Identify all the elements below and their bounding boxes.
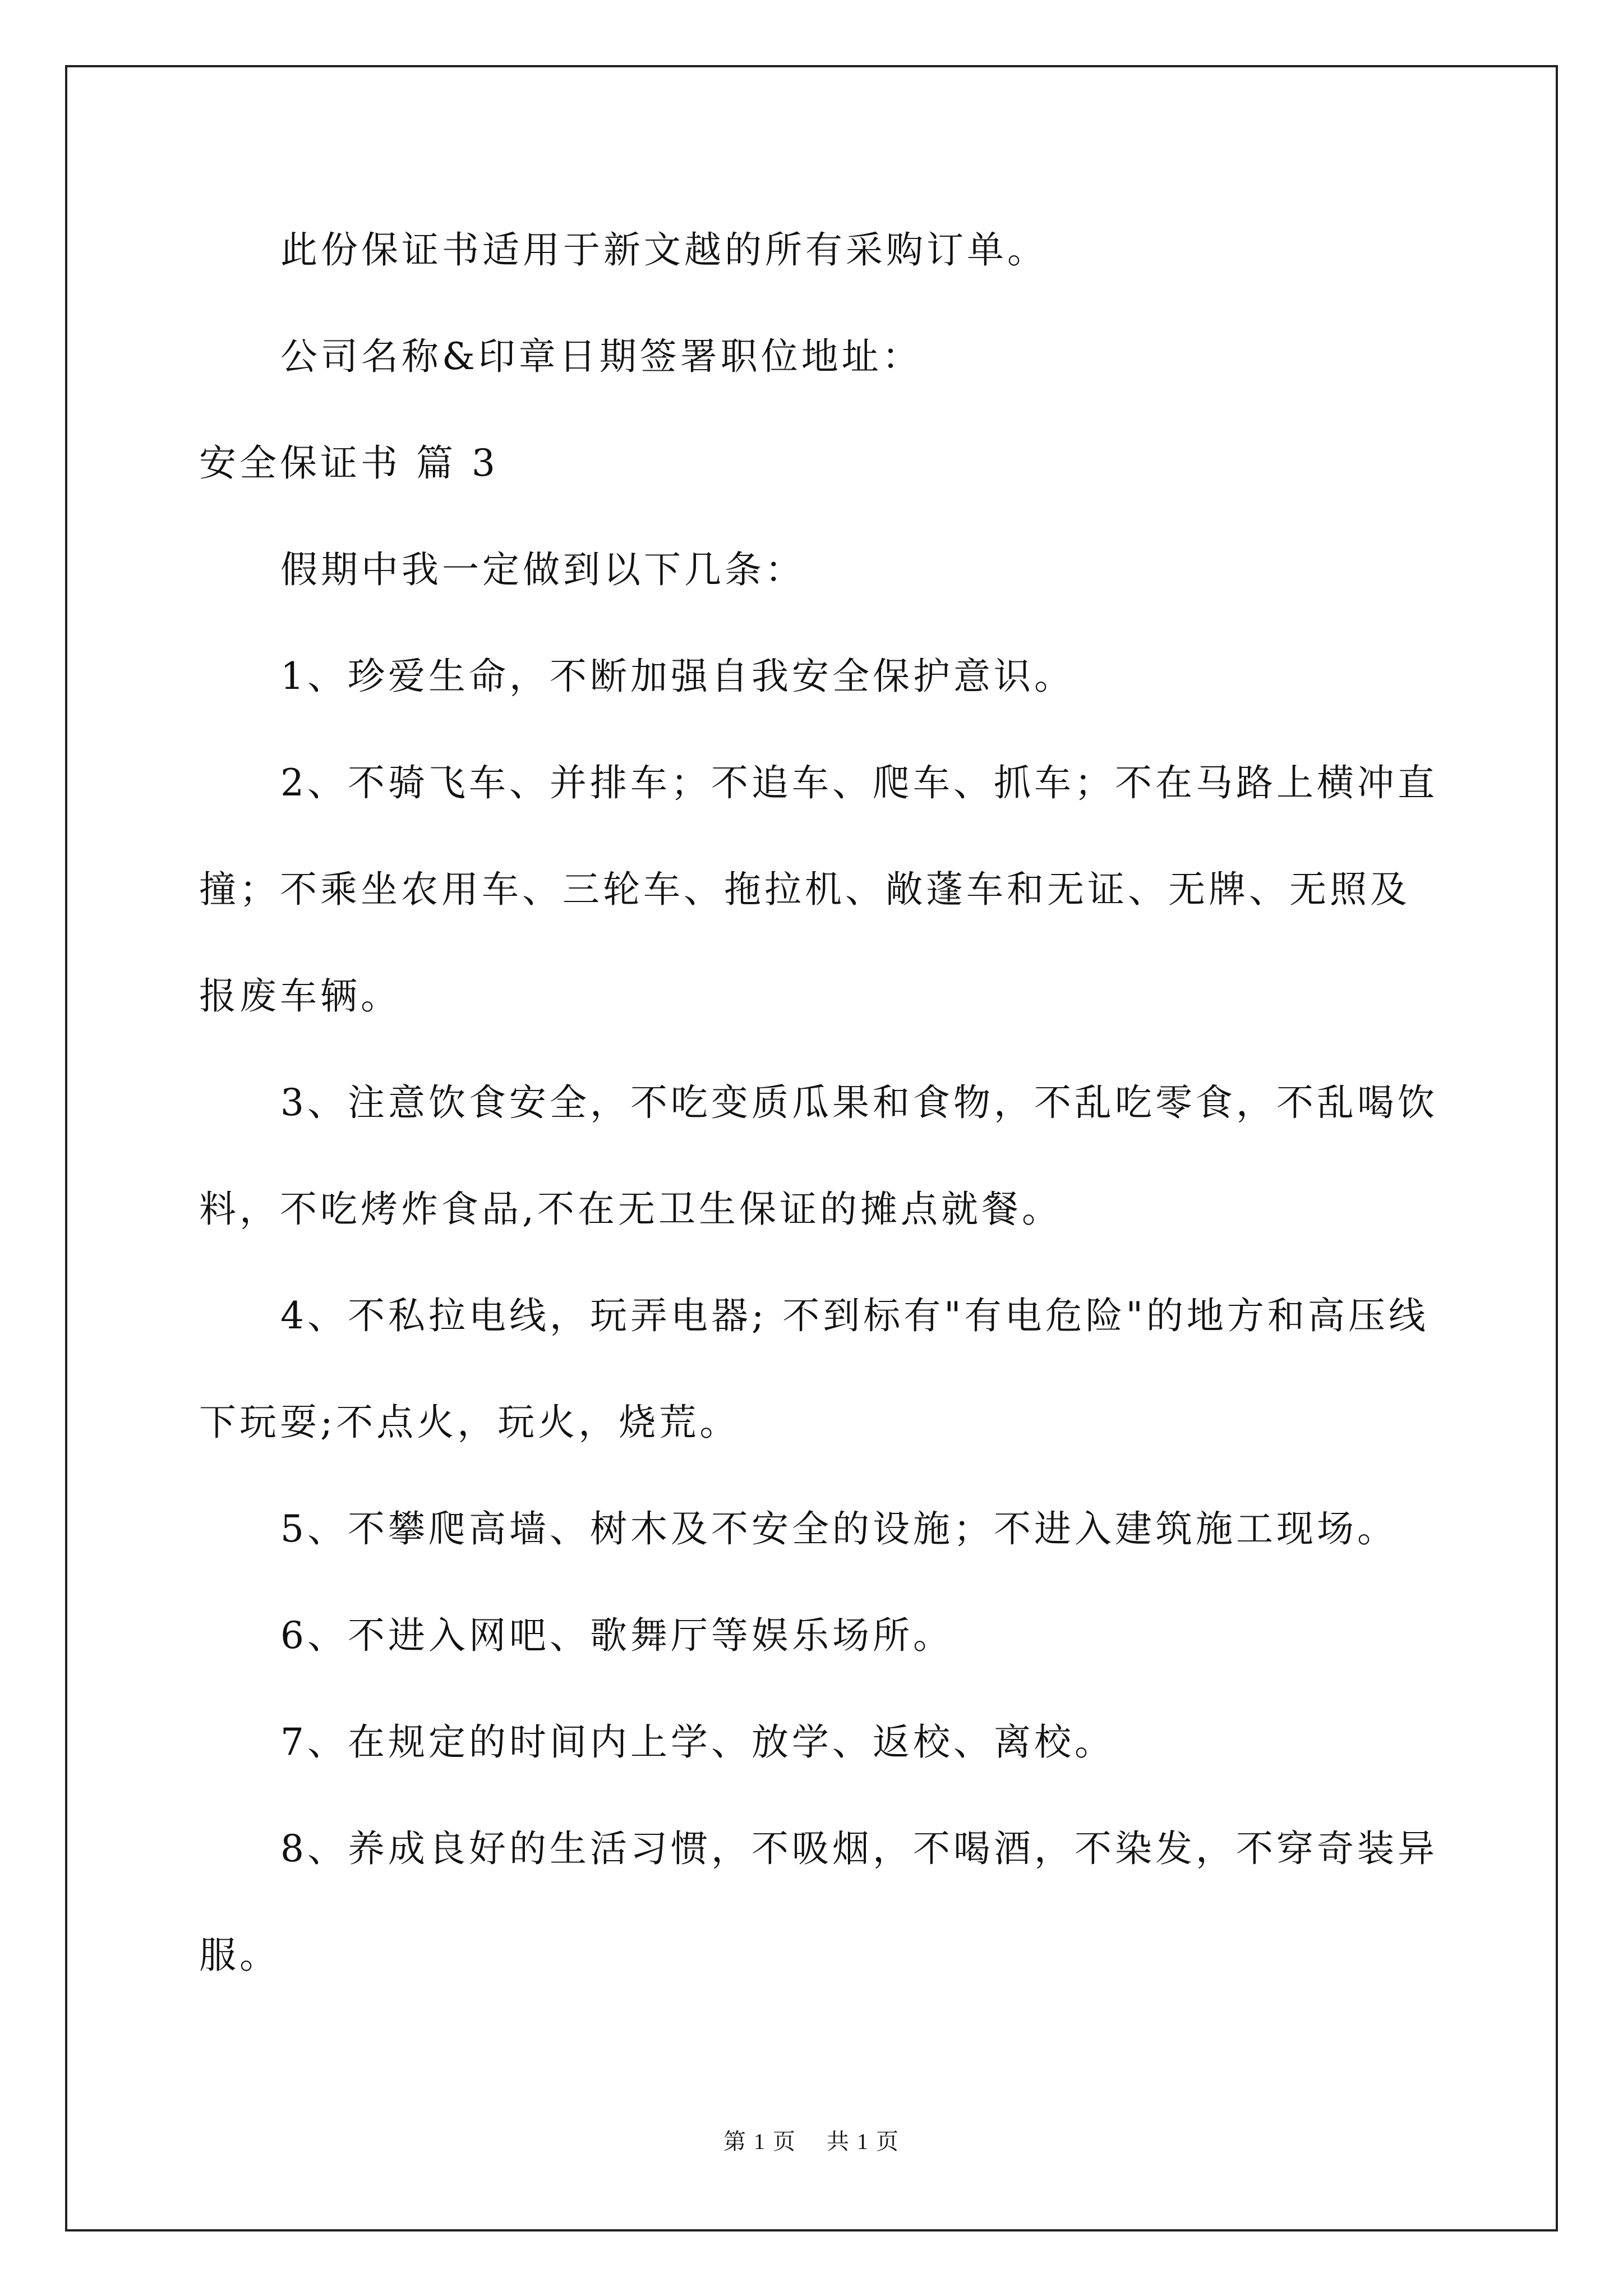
list-item-3-line-1: 3、注意饮食安全，不吃变质瓜果和食物，不乱吃零食，不乱喝饮 [280, 1081, 1438, 1124]
page-footer [0, 2125, 1623, 2159]
list-item-8-line-1: 8、养成良好的生活习惯，不吸烟，不喝酒，不染发，不穿奇装异 [280, 1827, 1438, 1870]
list-item-2-line-2: 撞；不乘坐农用车、三轮车、拖拉机、敞蓬车和无证、无牌、无照及 [199, 868, 1410, 911]
list-item-1: 1、珍爱生命，不断加强自我安全保护意识。 [280, 655, 1075, 698]
list-item-2-line-1: 2、不骑飞车、并排车；不追车、爬车、抓车；不在马路上横冲直 [280, 761, 1438, 804]
page-border [65, 65, 1558, 2231]
paragraph-signature-fields: 公司名称&印章日期签署职位地址： [280, 335, 923, 378]
list-item-4-line-2: 下玩耍;不点火，玩火，烧荒。 [199, 1401, 740, 1444]
page-total: 共 1 页 [827, 2129, 900, 2154]
page-number: 第 1 页 [723, 2129, 796, 2154]
list-item-2-line-3: 报废车辆。 [199, 974, 401, 1018]
list-item-4-line-1: 4、不私拉电线，玩弄电器; 不到标有"有电危险"的地方和高压线 [280, 1294, 1429, 1337]
list-item-7: 7、在规定的时间内上学、放学、返校、离校。 [280, 1720, 1115, 1764]
paragraph-intro: 假期中我一定做到以下几条： [280, 548, 805, 591]
paragraph-scope: 此份保证书适用于新文越的所有采购订单。 [280, 228, 1048, 272]
list-item-6: 6、不进入网吧、歌舞厅等娱乐场所。 [280, 1614, 953, 1657]
list-item-8-line-2: 服。 [199, 1934, 280, 1977]
list-item-5: 5、不攀爬高墙、树木及不安全的设施；不进入建筑施工现场。 [280, 1507, 1398, 1550]
section-heading: 安全保证书 篇 3 [199, 441, 499, 485]
list-item-3-line-2: 料，不吃烤炸食品,不在无卫生保证的摊点就餐。 [199, 1188, 1062, 1231]
